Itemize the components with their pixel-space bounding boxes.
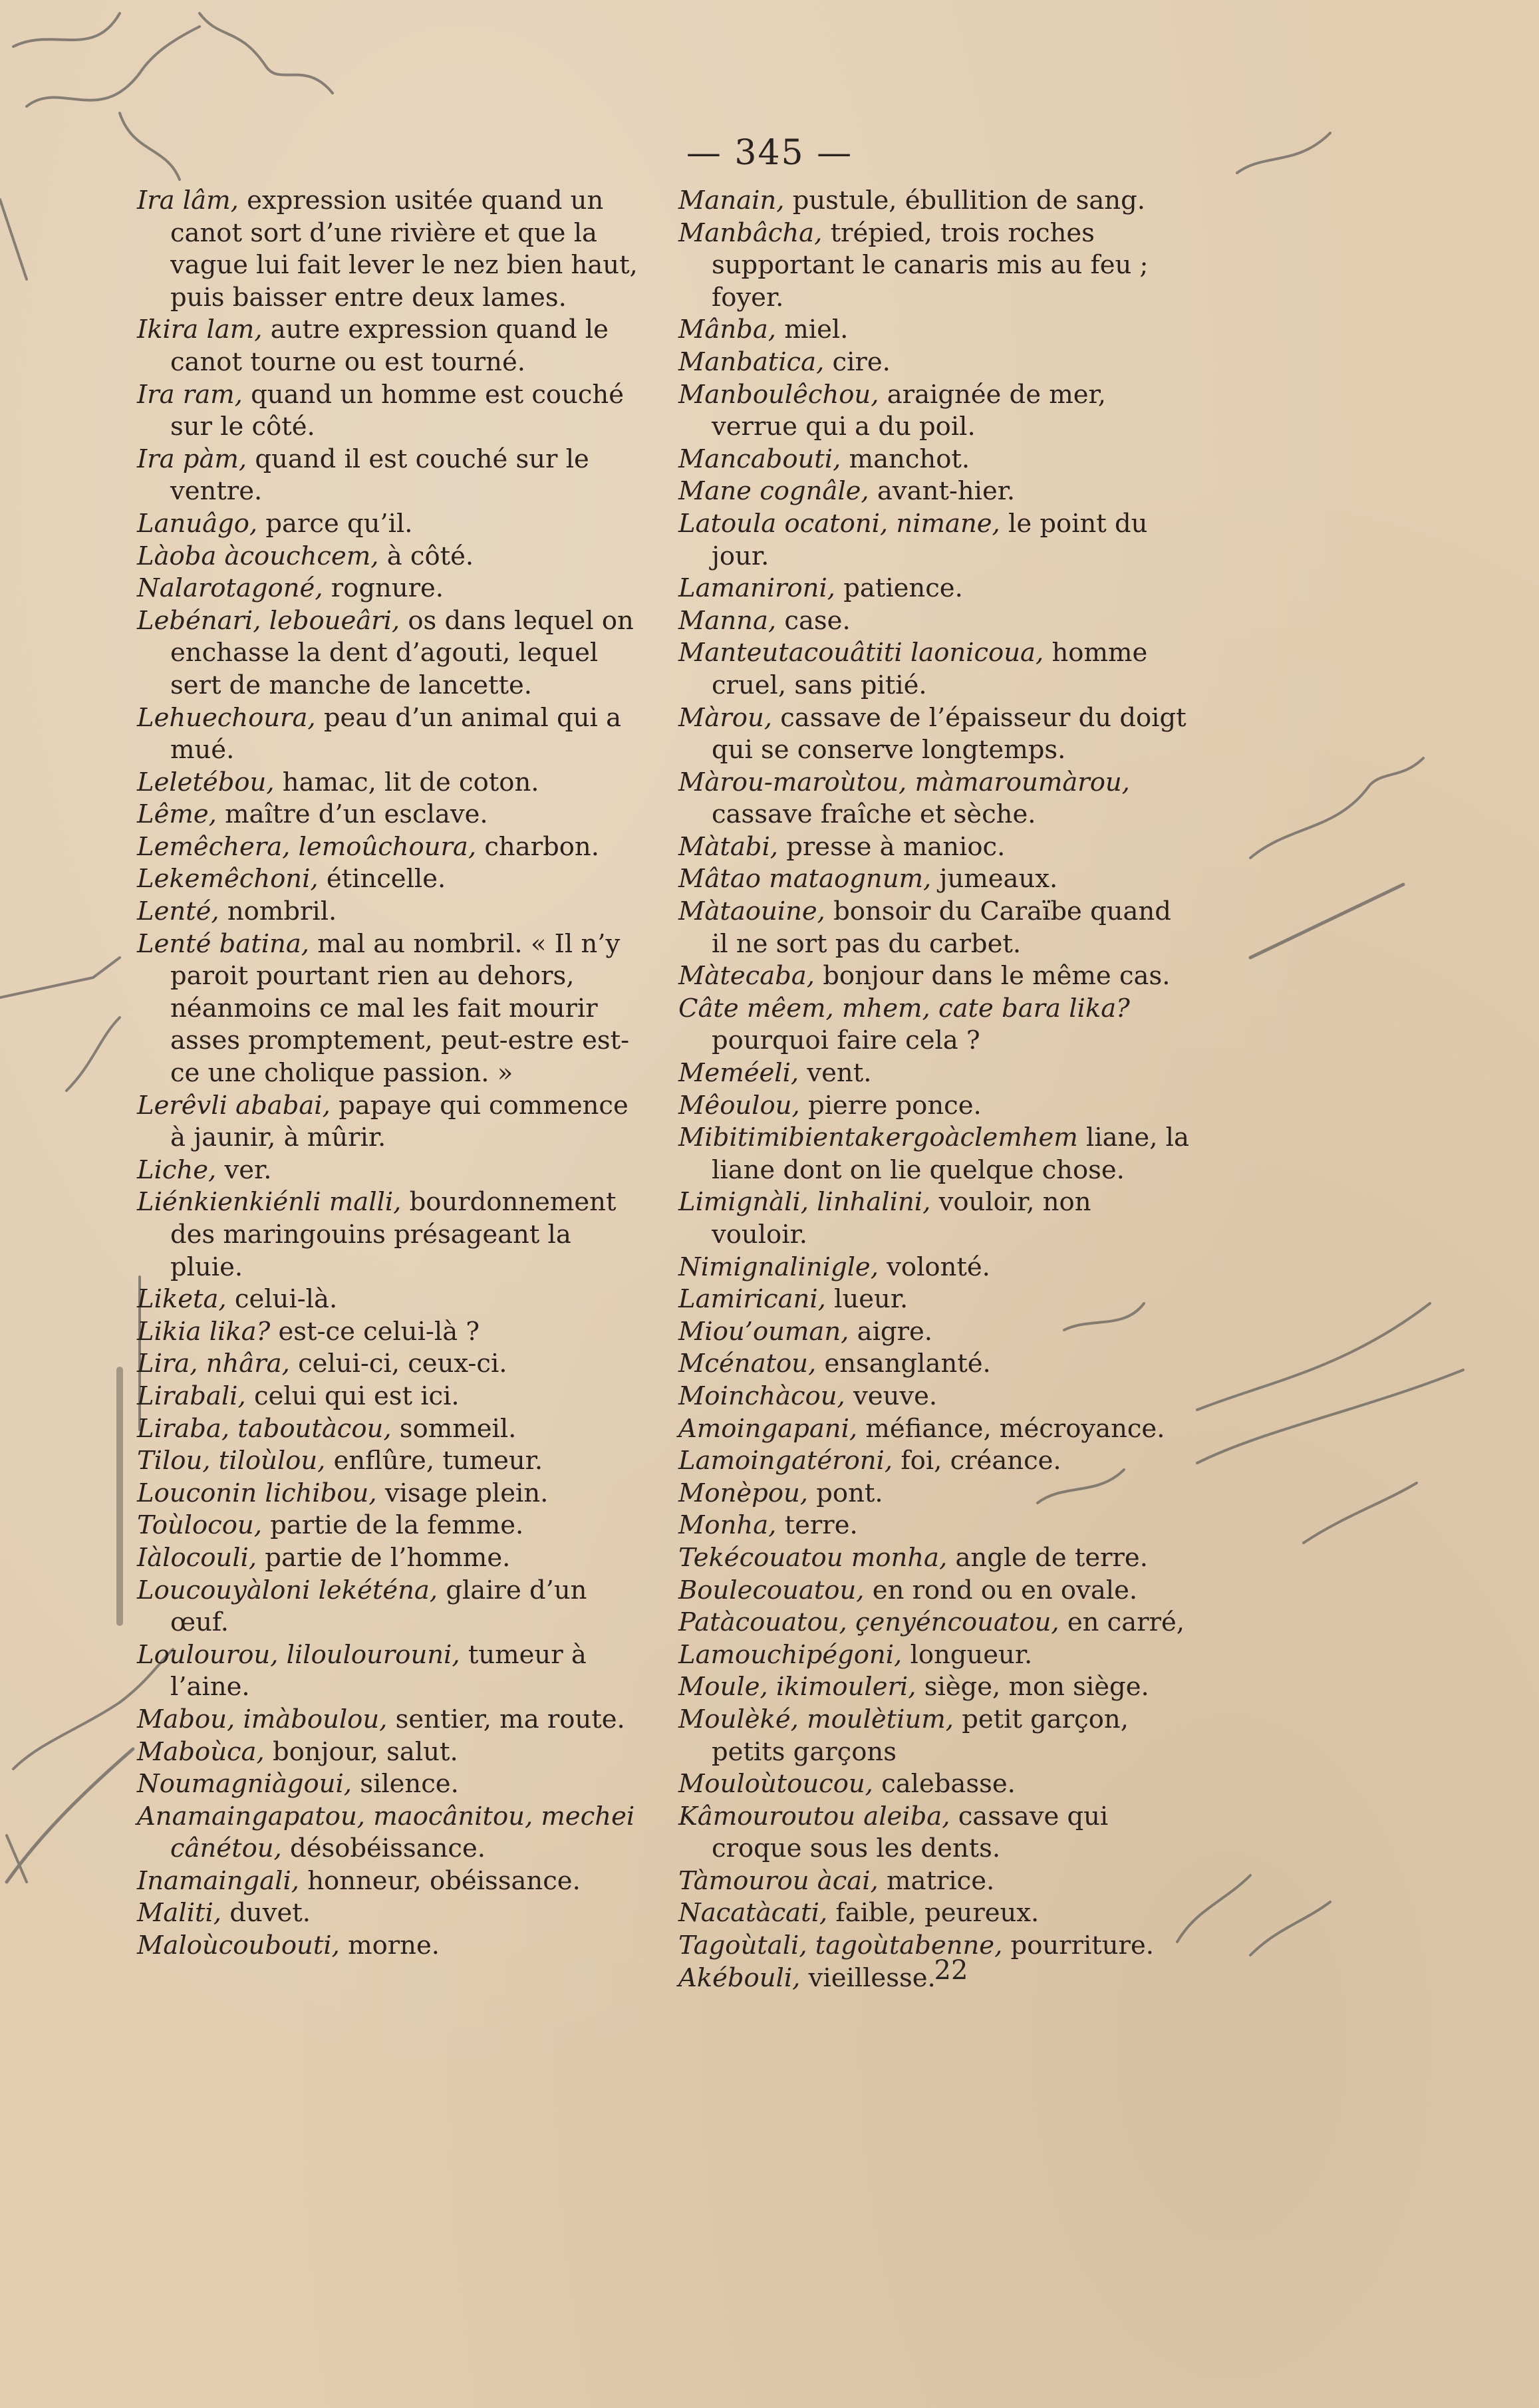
entry-headword: Làoba àcouchcem, bbox=[137, 541, 379, 571]
entry-definition: terre. bbox=[776, 1510, 858, 1541]
entry-definition: glaire d’un œuf. bbox=[170, 1575, 587, 1638]
dictionary-entry bbox=[137, 767, 642, 799]
entry-definition: charbon. bbox=[476, 831, 599, 862]
dictionary-entry bbox=[137, 1316, 642, 1349]
entry-headword: Lenté batina, bbox=[137, 928, 310, 959]
entry-headword: Boulecouatou, bbox=[678, 1575, 865, 1605]
entry-definition: nombril. bbox=[219, 896, 337, 927]
dictionary-entry bbox=[137, 444, 642, 508]
entry-definition: petit garçon, petits garçons bbox=[712, 1704, 1129, 1767]
entry-headword: Monèpou, bbox=[678, 1478, 809, 1508]
entry-headword: Liche, bbox=[137, 1154, 217, 1185]
dictionary-entry bbox=[137, 1445, 642, 1478]
entry-headword: Maliti, bbox=[137, 1898, 222, 1929]
dictionary-entry bbox=[678, 346, 1190, 379]
dictionary-entry bbox=[678, 1704, 1190, 1768]
entry-headword: Lerêvli ababai, bbox=[137, 1090, 331, 1121]
dictionary-entry bbox=[678, 605, 1190, 638]
entry-definition: le point du jour. bbox=[712, 508, 1148, 571]
dictionary-entry bbox=[678, 960, 1190, 993]
dictionary-entry bbox=[678, 573, 1190, 605]
entry-headword: Toùlocou, bbox=[137, 1510, 262, 1541]
entry-definition: manchot. bbox=[841, 444, 970, 474]
entry-headword: Amoingapani, bbox=[678, 1413, 858, 1444]
entry-headword: Akébouli, bbox=[678, 1962, 801, 1993]
entry-definition: à côté. bbox=[378, 541, 474, 571]
dictionary-entry bbox=[137, 605, 642, 702]
dictionary-entry bbox=[137, 702, 642, 767]
entry-definition: vent. bbox=[799, 1058, 872, 1089]
entry-definition: mal au nombril. « Il n’y paroit pourtant rien au dehors, néanmoins ce mal les fait mourir asses promptement, peut-estre est-ce une cholique passion. » bbox=[170, 928, 630, 1089]
entry-definition: ver. bbox=[216, 1154, 272, 1185]
entry-definition: en carré, bbox=[1059, 1607, 1185, 1638]
entry-definition: trépied, trois roches supportant le canaris mis au feu ; foyer. bbox=[712, 217, 1149, 313]
entry-headword: Mânba, bbox=[678, 315, 777, 345]
dictionary-entry bbox=[678, 831, 1190, 864]
entry-headword: Lenté, bbox=[137, 896, 219, 927]
entry-definition: cassave qui croque sous les dents. bbox=[712, 1801, 1109, 1864]
dictionary-entry bbox=[678, 1801, 1190, 1865]
dictionary-entry bbox=[137, 1381, 642, 1413]
entry-definition: silence. bbox=[352, 1769, 459, 1800]
entry-headword: Ira lâm, bbox=[137, 186, 239, 215]
entry-headword: Màrou-maroùtou, màmaroumàrou, bbox=[678, 767, 1130, 797]
dictionary-entry bbox=[137, 1478, 642, 1510]
dictionary-entry bbox=[137, 928, 642, 1090]
dictionary-entry bbox=[678, 217, 1190, 315]
dictionary-entry bbox=[137, 1704, 642, 1736]
entry-definition: cassave de l’épaisseur du doigt qui se conserve longtemps. bbox=[712, 702, 1187, 765]
entry-headword: Noumagniàgoui, bbox=[137, 1769, 352, 1800]
dictionary-entry bbox=[678, 1057, 1190, 1090]
dictionary-entry bbox=[137, 1865, 642, 1898]
entry-definition: pourriture. bbox=[1002, 1931, 1154, 1961]
entry-headword: Màtaouine, bbox=[678, 896, 825, 927]
dictionary-entry bbox=[678, 1510, 1190, 1542]
entry-headword: Iàlocouli, bbox=[137, 1542, 257, 1573]
dictionary-entry bbox=[678, 1768, 1190, 1801]
entry-headword: Moule, ikimouleri, bbox=[678, 1672, 916, 1702]
entry-headword: Lamoingatéroni, bbox=[678, 1446, 893, 1476]
entry-headword: Monha, bbox=[678, 1510, 777, 1541]
entry-headword: Louconin lichibou, bbox=[137, 1478, 377, 1508]
entry-definition: honneur, obéissance. bbox=[299, 1865, 581, 1896]
entry-headword: Manbâcha, bbox=[678, 217, 823, 248]
entry-headword: Moulèké, moulètium, bbox=[678, 1704, 954, 1734]
dictionary-entry bbox=[137, 799, 642, 831]
dictionary-entry bbox=[137, 831, 642, 864]
entry-headword: Mouloùtoucou, bbox=[678, 1769, 873, 1800]
dictionary-entry bbox=[678, 863, 1190, 896]
dictionary-entry bbox=[137, 541, 642, 573]
entry-headword: Lamiricani, bbox=[678, 1284, 826, 1315]
entry-headword: Lebénari, leboueâri, bbox=[137, 605, 400, 636]
signature-number: 22 bbox=[934, 1955, 968, 1986]
entry-headword: Limignàli, linhalini, bbox=[678, 1187, 931, 1218]
dictionary-entry bbox=[678, 1575, 1190, 1607]
dictionary-entry bbox=[137, 1542, 642, 1575]
entry-definition: morne. bbox=[339, 1931, 440, 1961]
entry-definition: pierre ponce. bbox=[799, 1090, 982, 1121]
entry-headword: Ikira lam, bbox=[137, 315, 263, 345]
dictionary-entry bbox=[678, 896, 1190, 960]
entry-definition: partie de la femme. bbox=[261, 1510, 524, 1541]
dictionary-entry bbox=[678, 314, 1190, 346]
entry-definition: enflûre, tumeur. bbox=[325, 1446, 543, 1476]
entry-definition: bonjour dans le même cas. bbox=[814, 961, 1171, 992]
entry-definition: expression usitée quand un canot sort d’une rivière et que la vague lui fait lever le nez bien haut, puis baisser entre deux lames. bbox=[170, 186, 638, 313]
entry-headword: Maloùcoubouti, bbox=[137, 1931, 340, 1961]
entry-headword: Mêoulou, bbox=[678, 1090, 800, 1121]
entry-definition: pourquoi faire cela ? bbox=[712, 1025, 980, 1056]
entry-headword: Mibitimibientakergoàclemhem bbox=[678, 1123, 1078, 1153]
entry-definition: os dans lequel on enchasse la dent d’agouti, lequel sert de manche de lancette. bbox=[170, 605, 634, 700]
entry-headword: Ira ram, bbox=[137, 379, 243, 410]
entry-definition: duvet. bbox=[221, 1898, 311, 1929]
left-column bbox=[137, 185, 642, 1962]
dictionary-entry bbox=[137, 379, 642, 444]
dictionary-entry bbox=[678, 1122, 1190, 1186]
entry-definition: avant-hier. bbox=[869, 476, 1016, 507]
dictionary-entry bbox=[137, 896, 642, 928]
entry-definition: étincelle. bbox=[318, 864, 446, 894]
entry-definition: méfiance, mécroyance. bbox=[857, 1413, 1165, 1444]
entry-headword: Nimignalinigle, bbox=[678, 1252, 879, 1282]
entry-headword: Lemêchera, lemoûchoura, bbox=[137, 831, 477, 862]
entry-definition: parce qu’il. bbox=[257, 508, 413, 539]
entry-headword: Latoula ocatoni, nimane, bbox=[678, 508, 1000, 539]
entry-headword: Manteutacouâtiti laonicoua, bbox=[678, 638, 1044, 668]
entry-definition: celui-là. bbox=[226, 1284, 338, 1315]
dictionary-entry bbox=[678, 1607, 1190, 1639]
entry-headword: Maboùca, bbox=[137, 1736, 265, 1767]
entry-headword: Manna, bbox=[678, 605, 777, 636]
entry-headword: Lira, nhâra, bbox=[137, 1349, 290, 1379]
dictionary-entry bbox=[678, 993, 1190, 1057]
entry-headword: Anamaingapatou, maocânitou, mechei cânétou, bbox=[137, 1801, 635, 1864]
dictionary-entry bbox=[678, 475, 1190, 508]
dictionary-entry bbox=[137, 508, 642, 541]
entry-definition: bourdonnement des maringouins présageant la pluie. bbox=[170, 1187, 617, 1282]
entry-headword: Miou’ouman, bbox=[678, 1316, 849, 1347]
dictionary-entry bbox=[678, 1897, 1190, 1930]
dictionary-entry bbox=[678, 1186, 1190, 1251]
entry-definition: quand il est couché sur le ventre. bbox=[170, 444, 589, 507]
dictionary-entry bbox=[137, 1639, 642, 1704]
entry-definition: pustule, ébullition de sang. bbox=[784, 186, 1145, 215]
entry-definition: celui qui est ici. bbox=[245, 1381, 460, 1411]
entry-definition: est-ce celui-là ? bbox=[270, 1316, 480, 1347]
entry-headword: Moinchàcou, bbox=[678, 1381, 845, 1411]
dictionary-entry bbox=[137, 1510, 642, 1542]
dictionary-entry bbox=[678, 1639, 1190, 1672]
dictionary-entry bbox=[678, 444, 1190, 476]
entry-headword: Liraba, taboutàcou, bbox=[137, 1413, 392, 1444]
dictionary-entry bbox=[137, 1801, 642, 1865]
entry-definition: calebasse. bbox=[873, 1769, 1016, 1800]
dictionary-entry bbox=[137, 1154, 642, 1187]
entry-definition: homme cruel, sans pitié. bbox=[712, 638, 1148, 700]
entry-headword: Tekécouatou monha, bbox=[678, 1542, 948, 1573]
entry-definition: longueur. bbox=[902, 1639, 1033, 1670]
dictionary-entry bbox=[137, 1090, 642, 1154]
entry-definition: siège, mon siège. bbox=[916, 1672, 1149, 1702]
entry-definition: autre expression quand le canot tourne ou est tourné. bbox=[170, 315, 609, 377]
entry-definition: vieillesse. bbox=[800, 1962, 936, 1993]
entry-headword: Lehuechoura, bbox=[137, 702, 316, 733]
dictionary-entry bbox=[678, 1445, 1190, 1478]
entry-definition: volonté. bbox=[878, 1252, 990, 1282]
dictionary-entry bbox=[137, 1930, 642, 1962]
dictionary-entry bbox=[678, 767, 1190, 831]
entry-headword: Likia lika? bbox=[137, 1316, 271, 1347]
entry-definition: patience. bbox=[835, 573, 963, 604]
entry-definition: araignée de mer, verrue qui a du poil. bbox=[712, 379, 1106, 442]
entry-headword: Lême, bbox=[137, 799, 217, 830]
dictionary-entry bbox=[137, 1768, 642, 1801]
entry-headword: Liketa, bbox=[137, 1284, 227, 1315]
dictionary-entry bbox=[137, 863, 642, 896]
entry-definition: papaye qui commence à jaunir, à mûrir. bbox=[170, 1090, 629, 1153]
dictionary-entry bbox=[137, 1413, 642, 1446]
entry-headword: Inamaingali, bbox=[137, 1865, 299, 1896]
entry-headword: Mâtao mataognum, bbox=[678, 864, 932, 894]
dictionary-entry bbox=[137, 573, 642, 605]
entry-definition: sentier, ma route. bbox=[387, 1704, 625, 1734]
entry-definition: visage plein. bbox=[376, 1478, 549, 1508]
entry-headword: Lanuâgo, bbox=[137, 508, 258, 539]
entry-definition: cire. bbox=[824, 346, 891, 377]
right-column bbox=[678, 185, 1190, 1994]
entry-definition: ensanglanté. bbox=[816, 1349, 991, 1379]
entry-definition: veuve. bbox=[845, 1381, 938, 1411]
entry-definition: liane, la liane dont on lie quelque chose. bbox=[712, 1123, 1189, 1185]
entry-definition: faible, peureux. bbox=[827, 1898, 1040, 1929]
entry-headword: Lamanironi, bbox=[678, 573, 836, 604]
dictionary-entry bbox=[137, 1348, 642, 1381]
entry-definition: matrice. bbox=[878, 1865, 995, 1896]
entry-definition: partie de l’homme. bbox=[257, 1542, 511, 1573]
dictionary-entry bbox=[678, 508, 1190, 573]
entry-definition: sommeil. bbox=[391, 1413, 517, 1444]
entry-headword: Mcénatou, bbox=[678, 1349, 817, 1379]
dictionary-entry bbox=[137, 1283, 642, 1316]
entry-headword: Loulourou, liloulourouni, bbox=[137, 1639, 460, 1670]
dictionary-entry bbox=[678, 1316, 1190, 1349]
entry-headword: Tilou, tiloùlou, bbox=[137, 1446, 326, 1476]
dictionary-entry bbox=[678, 1252, 1190, 1284]
dictionary-entry bbox=[137, 314, 642, 378]
entry-definition: jumeaux. bbox=[931, 864, 1058, 894]
entry-definition: quand un homme est couché sur le côté. bbox=[170, 379, 625, 442]
entry-definition: vouloir, non vouloir. bbox=[712, 1187, 1091, 1250]
dictionary-entry bbox=[137, 1186, 642, 1283]
dictionary-entry bbox=[678, 1478, 1190, 1510]
entry-definition: celui-ci, ceux-ci. bbox=[289, 1349, 507, 1379]
entry-definition: angle de terre. bbox=[947, 1542, 1148, 1573]
entry-definition: cassave fraîche et sèche. bbox=[712, 799, 1036, 830]
entry-definition: peau d’un animal qui a mué. bbox=[170, 702, 622, 765]
entry-headword: Tàmourou àcai, bbox=[678, 1865, 879, 1896]
entry-headword: Leletébou, bbox=[137, 767, 275, 797]
dictionary-entry bbox=[678, 1283, 1190, 1316]
entry-headword: Màrou, bbox=[678, 702, 772, 733]
dictionary-entry bbox=[678, 1381, 1190, 1413]
dictionary-entry bbox=[678, 379, 1190, 444]
entry-headword: Ira pàm, bbox=[137, 444, 247, 474]
entry-headword: Manbatica, bbox=[678, 346, 825, 377]
entry-headword: Nalarotagoné, bbox=[137, 573, 323, 604]
entry-headword: Mabou, imàboulou, bbox=[137, 1704, 388, 1734]
entry-definition: désobéissance. bbox=[281, 1833, 486, 1864]
entry-headword: Meméeli, bbox=[678, 1058, 799, 1089]
entry-headword: Màtecaba, bbox=[678, 961, 815, 992]
entry-definition: lueur. bbox=[825, 1284, 909, 1315]
page-folio: — 345 — bbox=[686, 133, 853, 173]
entry-definition: miel. bbox=[776, 315, 849, 345]
entry-headword: Manboulêchou, bbox=[678, 379, 879, 410]
entry-headword: Patàcouatou, çenyéncouatou, bbox=[678, 1607, 1059, 1638]
dictionary-entry bbox=[137, 185, 642, 314]
dictionary-entry bbox=[678, 702, 1190, 767]
entry-headword: Kâmouroutou aleiba, bbox=[678, 1801, 950, 1831]
dictionary-entry bbox=[137, 1897, 642, 1930]
entry-headword: Mane cognâle, bbox=[678, 476, 869, 507]
entry-definition: bonjour, salut. bbox=[264, 1736, 458, 1767]
entry-headword: Liénkienkiénli malli, bbox=[137, 1187, 402, 1218]
entry-headword: Lamouchipégoni, bbox=[678, 1639, 903, 1670]
entry-headword: Tagoùtali, tagoùtabenne, bbox=[678, 1931, 1003, 1961]
entry-definition: rognure. bbox=[323, 573, 444, 604]
entry-headword: Loucouyàloni lekéténa, bbox=[137, 1575, 438, 1605]
dictionary-entry bbox=[137, 1736, 642, 1769]
dictionary-entry bbox=[678, 1090, 1190, 1123]
dictionary-entry bbox=[678, 637, 1190, 702]
entry-headword: Nacatàcati, bbox=[678, 1898, 828, 1929]
entry-headword: Mancabouti, bbox=[678, 444, 841, 474]
entry-definition: tumeur à l’aine. bbox=[170, 1639, 587, 1702]
entry-definition: presse à manioc. bbox=[778, 831, 1006, 862]
dictionary-entry bbox=[678, 1542, 1190, 1575]
entry-definition: case. bbox=[776, 605, 851, 636]
entry-headword: Lirabali, bbox=[137, 1381, 246, 1411]
entry-headword: Câte mêem, mhem, cate bara lika? bbox=[678, 993, 1130, 1023]
dictionary-entry bbox=[678, 1865, 1190, 1898]
entry-definition: pont. bbox=[808, 1478, 883, 1508]
entry-definition: maître d’un esclave. bbox=[216, 799, 488, 830]
dictionary-entry bbox=[678, 1348, 1190, 1381]
entry-definition: aigre. bbox=[849, 1316, 932, 1347]
dictionary-entry bbox=[678, 185, 1190, 217]
entry-definition: hamac, lit de coton. bbox=[274, 767, 539, 797]
entry-headword: Lekemêchoni, bbox=[137, 864, 319, 894]
entry-definition: foi, créance. bbox=[893, 1446, 1061, 1476]
entry-definition: bonsoir du Caraïbe quand il ne sort pas du carbet. bbox=[712, 896, 1171, 959]
dictionary-entry bbox=[137, 1575, 642, 1639]
dictionary-entry bbox=[678, 1413, 1190, 1446]
dictionary-entry bbox=[678, 1671, 1190, 1704]
entry-headword: Manain, bbox=[678, 186, 785, 215]
entry-headword: Màtabi, bbox=[678, 831, 778, 862]
entry-definition: en rond ou en ovale. bbox=[864, 1575, 1138, 1605]
